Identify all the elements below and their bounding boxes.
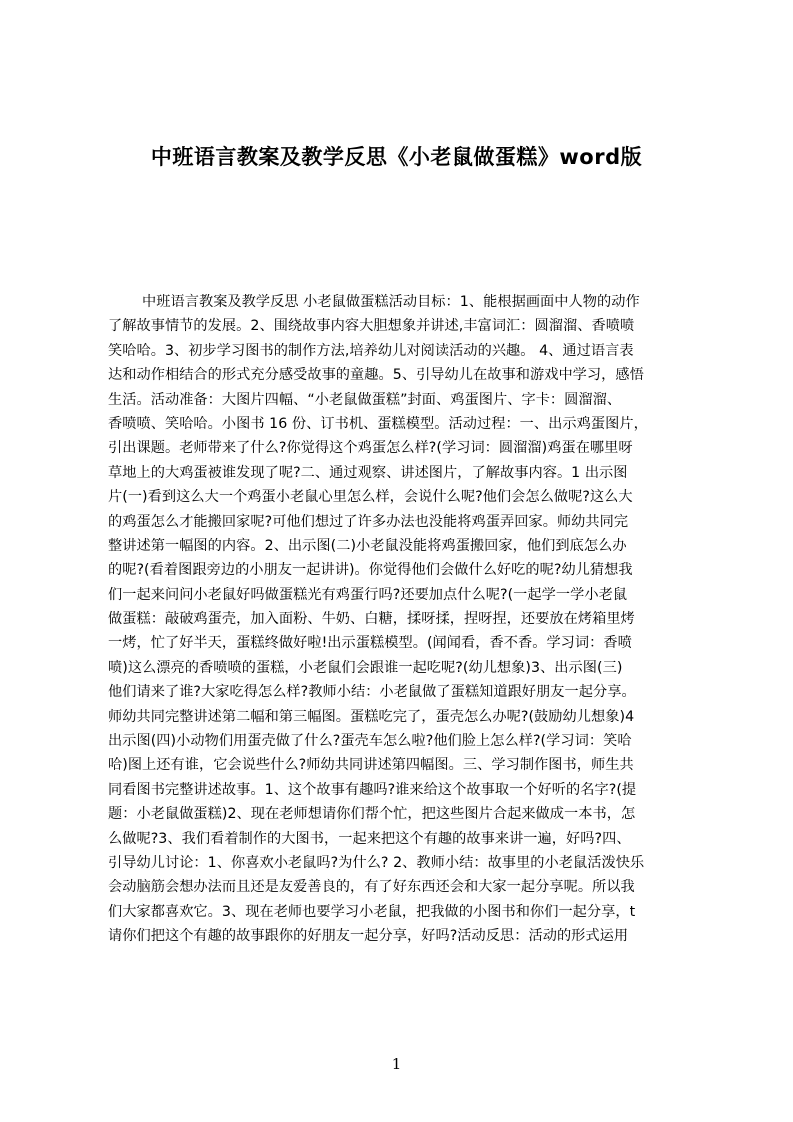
body-line: 生活。活动准备：大图片四幅、“小老鼠做蛋糕”封面、鸡蛋图片、字卡：圆溜溜、 xyxy=(108,391,622,408)
body-line: 师幼共同完整讲述第二幅和第三幅图。蛋糕吃完了，蛋壳怎么办呢?(鼓励幼儿想象)4 xyxy=(108,708,635,725)
body-line: 们一起来问问小老鼠好吗做蛋糕光有鸡蛋行吗?还要加点什么呢?(一起学一学小老鼠 xyxy=(108,586,628,603)
body-line: 引导幼儿讨论：1、你喜欢小老鼠吗?为什么? 2、教师小结：故事里的小老鼠活泼快乐 xyxy=(108,854,645,871)
body-line: 达和动作相结合的形式充分感受故事的童趣。5、引导幼儿在故事和游戏中学习，感悟 xyxy=(108,367,644,384)
body-line: 引出课题。老师带来了什么?你觉得这个鸡蛋怎么样?(学习词：圆溜溜)鸡蛋在哪里呀 xyxy=(108,440,633,457)
body-line: 题：小老鼠做蛋糕)2、现在老师想请你们帮个忙，把这些图片合起来做成一本书，怎 xyxy=(108,806,636,823)
body-line: 做蛋糕：敲破鸡蛋壳，加入面粉、牛奶、白糖，揉呀揉，捏呀捏，还要放在烤箱里烤 xyxy=(108,611,635,628)
body-line: 草地上的大鸡蛋被谁发现了呢?二、通过观察、讲述图片，了解故事内容。1 出示图 xyxy=(108,464,628,481)
document-title: 中班语言教案及教学反思《小老鼠做蛋糕》word版 xyxy=(150,145,643,169)
body-line: 一烤，忙了好半天，蛋糕终做好啦!出示蛋糕模型。(闻闻看，香不香。学习词：香喷 xyxy=(108,635,632,652)
body-line: 整讲述第一幅图的内容。2、出示图(二)小老鼠没能将鸡蛋搬回家，他们到底怎么办 xyxy=(108,537,627,554)
body-line: 们大家都喜欢它。3、现在老师也要学习小老鼠，把我做的小图书和你们一起分享，t xyxy=(108,903,636,920)
body-line: 笑哈哈。3、初步学习图书的制作方法,培养幼儿对阅读活动的兴趣。 4、通过语言表 xyxy=(108,342,634,359)
page-number: 1 xyxy=(391,1055,402,1073)
body-line: 出示图(四)小动物们用蛋壳做了什么?蛋壳车怎么啦?他们脸上怎么样?(学习词：笑哈 xyxy=(108,733,632,750)
body-line: 请你们把这个有趣的故事跟你的好朋友一起分享，好吗?活动反思：活动的形式运用 xyxy=(108,928,629,945)
body-line: 的鸡蛋怎么才能搬回家呢?可他们想过了许多办法也没能将鸡蛋弄回家。师幼共同完 xyxy=(108,513,629,530)
body-line: 同看图书完整讲述故事。1、这个故事有趣吗?谁来给这个故事取一个好听的名字?(提 xyxy=(108,781,637,798)
body-line: 哈)图上还有谁，它会说些什么?师幼共同讲述第四幅图。三、学习制作图书，师生共 xyxy=(108,757,634,774)
body-line: 的呢?(看着图跟旁边的小朋友一起讲讲)。你觉得他们会做什么好吃的呢?幼儿猜想我 xyxy=(108,562,633,579)
body-line: 片(一)看到这么大一个鸡蛋小老鼠心里怎么样，会说什么呢?他们会怎么做呢?这么大 xyxy=(108,489,633,506)
body-line: 么做呢?3、我们看着制作的大图书，一起来把这个有趣的故事来讲一遍，好吗?四、 xyxy=(108,830,631,847)
body-line: 中班语言教案及教学反思 小老鼠做蛋糕活动目标：1、能根据画面中人物的动作 xyxy=(142,294,640,310)
body-line: 他们请来了谁?大家吃得怎么样?教师小结：小老鼠做了蛋糕知道跟好朋友一起分享。 xyxy=(108,684,636,701)
document-body xyxy=(108,290,698,949)
body-line: 了解故事情节的发展。2、围绕故事内容大胆想象并讲述,丰富词汇：圆溜溜、香喷喷 xyxy=(108,318,635,335)
body-line: 香喷喷、笑哈哈。小图书 16 份、订书机、蛋糕模型。活动过程：一、出示鸡蛋图片， xyxy=(108,415,648,432)
body-line: 喷)这么漂亮的香喷喷的蛋糕，小老鼠们会跟谁一起吃呢?(幼儿想象)3、出示图(三) xyxy=(108,659,623,676)
body-line: 会动脑筋会想办法而且还是友爱善良的，有了好东西还会和大家一起分享呢。所以我 xyxy=(108,879,635,896)
